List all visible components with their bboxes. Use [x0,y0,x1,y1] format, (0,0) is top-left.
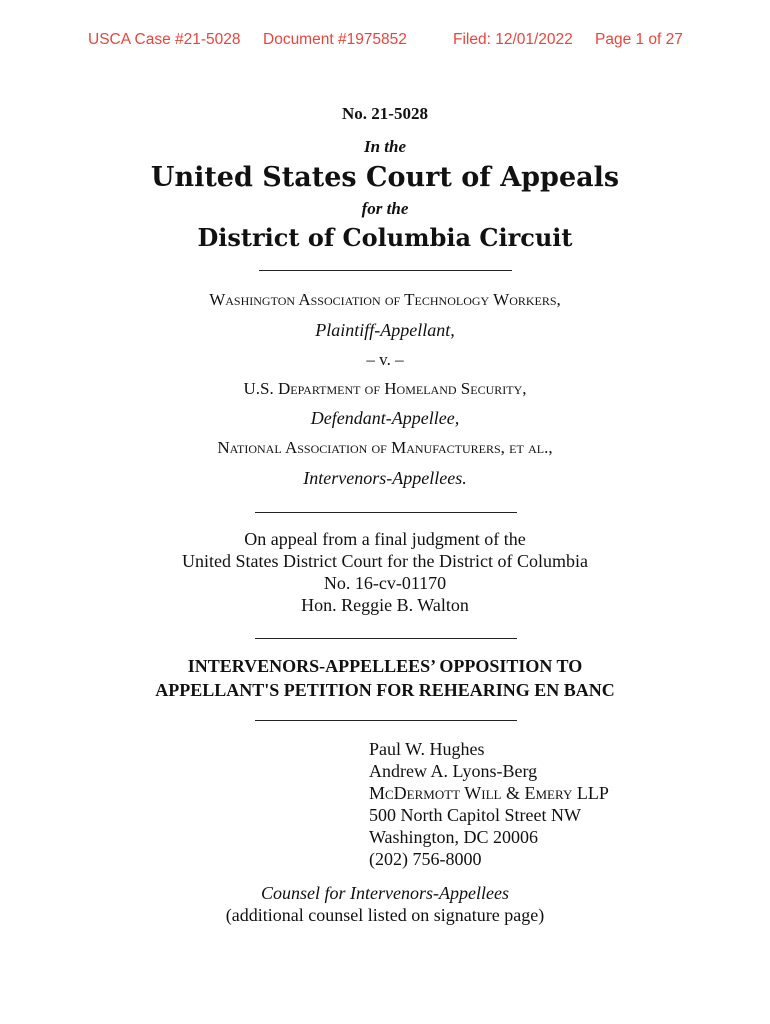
counsel-address-1: 500 North Capitol Street NW [369,805,581,825]
defendant-role: Defendant-Appellee, [310,408,460,428]
header-case-number: USCA Case #21-5028 [88,31,241,48]
divider [255,638,517,639]
additional-counsel-note: (additional counsel listed on signature page) [225,905,545,925]
versus: – v. – [366,350,404,369]
case-number: No. 21-5028 [342,104,428,123]
in-the-label: In the [363,137,407,156]
counsel-for: Counsel for Intervenors-Appellees [261,883,509,903]
counsel-name-1: Paul W. Hughes [369,739,485,759]
defendant-name: U.S. Department of Homeland Security, [243,379,527,398]
appeal-line-1: On appeal from a final judgment of the [244,529,526,549]
for-the-label: for the [361,199,409,218]
court-name: United States Court of Appeals [150,162,620,193]
counsel-name-2: Andrew A. Lyons-Berg [369,761,538,781]
title-line-1: INTERVENORS-APPELLEES’ OPPOSITION TO [187,656,583,676]
appeal-line-4: Hon. Reggie B. Walton [301,595,469,615]
divider [255,512,517,513]
appeal-line-2: United States District Court for the District of Columbia [182,551,588,571]
header-filed-date: Filed: 12/01/2022 [453,31,573,48]
counsel-firm: McDermott Will & Emery LLP [369,783,609,803]
circuit-name: District of Columbia Circuit [197,223,573,252]
intervenor-name: National Association of Manufacturers, et al., [217,438,553,457]
header-page-number: Page 1 of 27 [595,31,683,48]
plaintiff-role: Plaintiff-Appellant, [315,320,455,340]
counsel-phone: (202) 756-8000 [369,849,482,869]
counsel-address-2: Washington, DC 20006 [369,827,539,847]
title-line-2: APPELLANT'S PETITION FOR REHEARING EN BANC [155,680,615,700]
divider [255,720,517,721]
filing-header [0,31,770,51]
divider [259,270,512,271]
plaintiff-name: Washington Association of Technology Workers, [209,290,561,309]
header-document-number: Document #1975852 [263,31,407,48]
intervenor-role: Intervenors-Appellees. [303,468,467,488]
appeal-line-3: No. 16-cv-01170 [323,573,447,593]
